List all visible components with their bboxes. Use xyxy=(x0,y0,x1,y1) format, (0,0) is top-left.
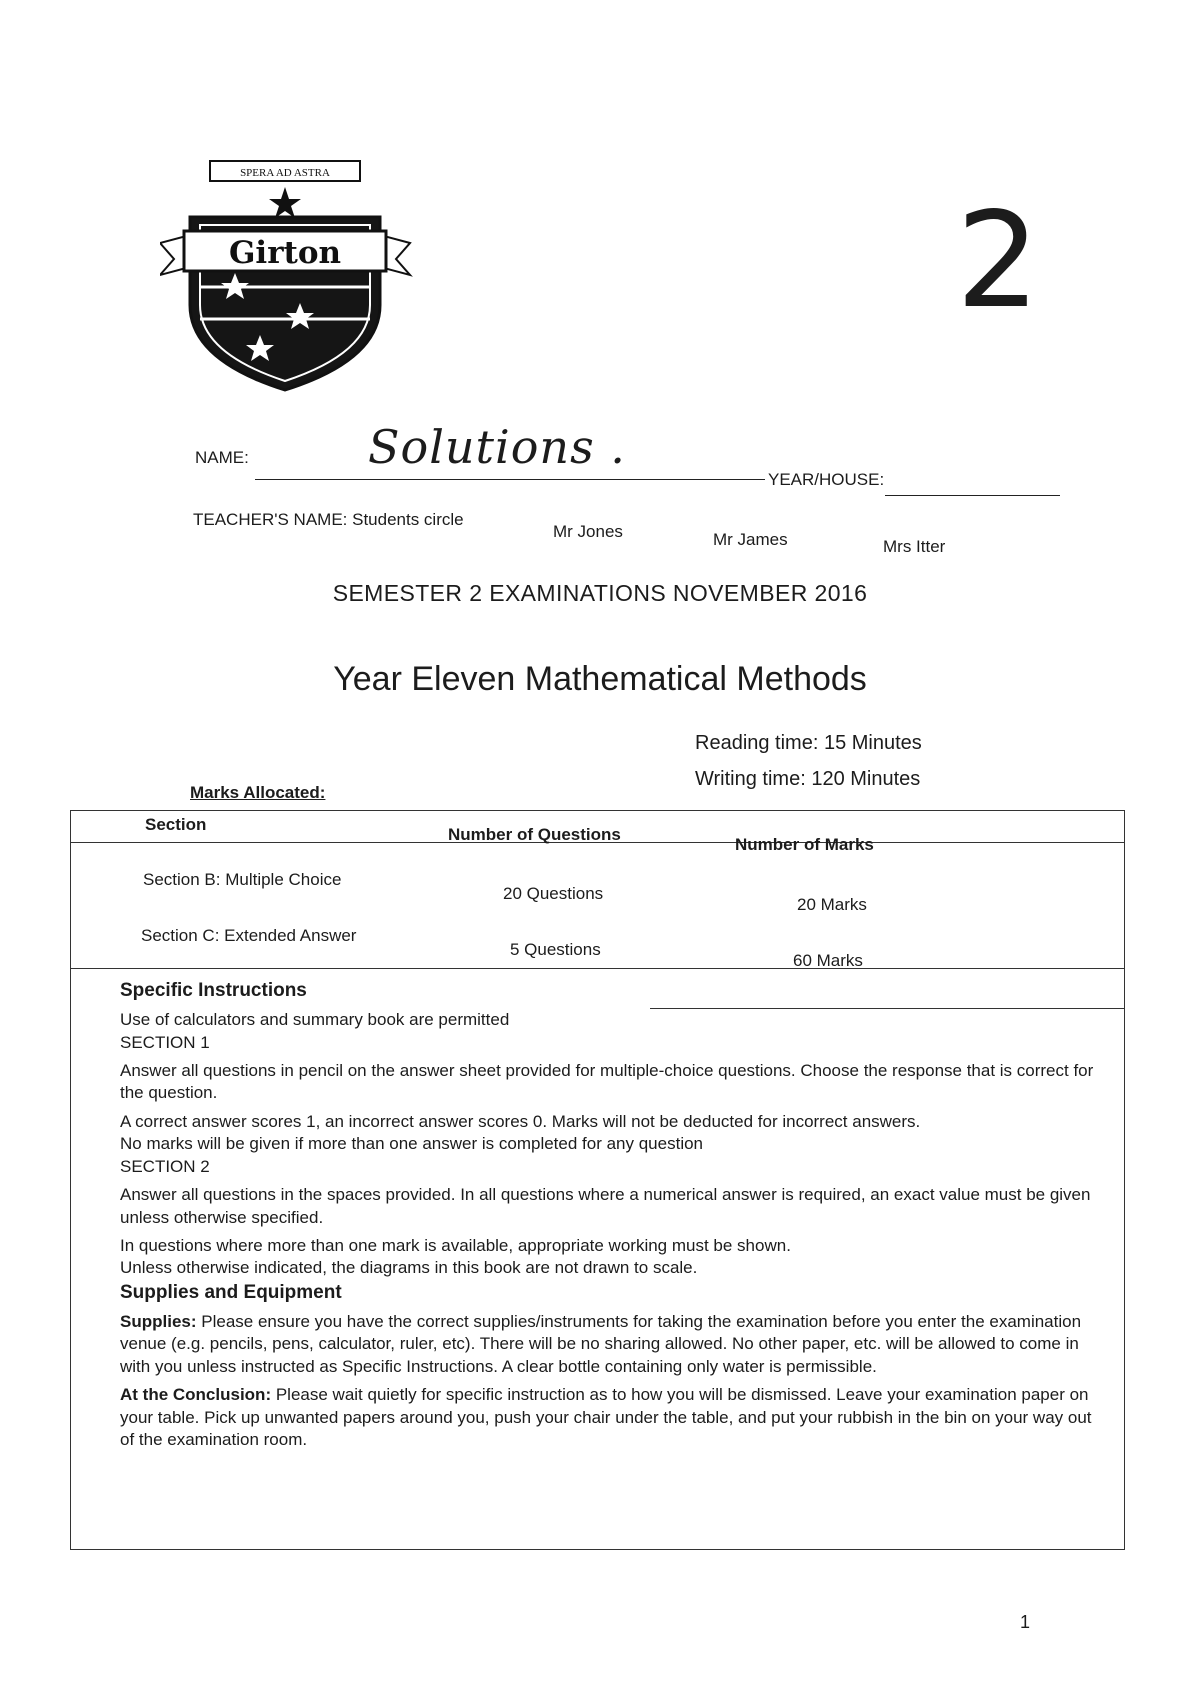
crest-name: Girton xyxy=(228,235,342,271)
name-label: NAME: xyxy=(195,448,249,467)
marks-allocated-label: Marks Allocated: xyxy=(190,783,326,802)
name-underline xyxy=(255,479,765,480)
school-crest xyxy=(160,155,415,395)
table-cell-marks: 20 Marks xyxy=(797,895,867,914)
table-header-questions: Number of Questions xyxy=(448,825,621,844)
section-2-instruction: Unless otherwise indicated, the diagrams in this book are not drawn to scale. xyxy=(120,1258,698,1278)
table-header-marks: Number of Marks xyxy=(735,835,874,854)
conclusion-text: Please wait quietly for specific instruction as to how you will be dismissed. Leave your examination paper on your table. Pick up unwanted papers around you, push your chair under the table, and put your rubbish in the bin on your way out of the examination room. xyxy=(120,1385,1092,1450)
subject-title: Year Eleven Mathematical Methods xyxy=(333,660,867,698)
section-2-instruction: Answer all questions in the spaces provided. In all questions where a numerical answer is required, an exact value must be given unless otherwise specified. xyxy=(120,1185,1091,1227)
year-house-underline xyxy=(885,495,1060,496)
name-value: Solutions . xyxy=(368,420,626,474)
section-1-instruction: No marks will be given if more than one answer is completed for any question xyxy=(120,1134,704,1154)
table-cell-section: Section C: Extended Answer xyxy=(141,926,357,945)
table-header-section: Section xyxy=(145,815,207,834)
supplies-label: Supplies: xyxy=(120,1311,197,1331)
section-1-instruction: A correct answer scores 1, an incorrect answer scores 0. Marks will not be deducted for incorrect answers. xyxy=(120,1111,921,1131)
table-cell-questions: 5 Questions xyxy=(510,940,601,959)
conclusion-label: At the Conclusion: xyxy=(120,1385,272,1405)
reading-time: Reading time: 15 Minutes xyxy=(695,732,922,754)
instructions-block xyxy=(120,978,1110,1452)
section-2-label: SECTION 2 xyxy=(120,1156,210,1176)
section-1-instruction: Answer all questions in pencil on the answer sheet provided for multiple-choice questions. Choose the response that is correct for the question. xyxy=(120,1060,1094,1103)
teacher-option[interactable]: Mr James xyxy=(713,530,788,549)
table-cell-questions: 20 Questions xyxy=(503,884,604,903)
page-number: 1 xyxy=(1019,1612,1030,1632)
calculators-note: Use of calculators and summary book are permitted xyxy=(120,1010,510,1030)
table-bottom-divider xyxy=(70,968,1125,969)
table-cell-section: Section B: Multiple Choice xyxy=(143,870,342,889)
teacher-label: TEACHER'S NAME: Students circle xyxy=(193,510,464,529)
supplies-paragraph xyxy=(120,1311,1110,1378)
section-1-label: SECTION 1 xyxy=(120,1032,210,1052)
supplies-heading: Supplies and Equipment xyxy=(120,1281,342,1303)
year-house-label: YEAR/HOUSE: xyxy=(768,470,885,489)
teacher-option[interactable]: Mr Jones xyxy=(553,522,623,541)
crest-graphic xyxy=(160,155,415,395)
supplies-text: Please ensure you have the correct supplies/instruments for taking the examination before you enter the examination venue (e.g. pencils, pens, calculator, ruler, etc). There will be no sharing allowed. No other paper, etc. will be allowed to come in with you unless instructed as Specific Instructions. A clear bottle containing only water is permissible. xyxy=(120,1311,1082,1376)
crest-motto: SPERA AD ASTRA xyxy=(240,167,330,179)
crest-top-star-icon xyxy=(269,187,301,218)
teacher-option[interactable]: Mrs Itter xyxy=(883,537,946,556)
section-2-instruction: In questions where more than one mark is available, appropriate working must be shown. xyxy=(120,1236,791,1256)
table-cell-marks: 60 Marks xyxy=(793,951,863,970)
exam-title: SEMESTER 2 EXAMINATIONS NOVEMBER 2016 xyxy=(332,580,868,606)
conclusion-paragraph xyxy=(120,1384,1110,1451)
paper-number: 2 xyxy=(956,184,1040,338)
writing-time: Writing time: 120 Minutes xyxy=(695,768,921,790)
specific-instructions-heading: Specific Instructions xyxy=(120,980,307,1001)
